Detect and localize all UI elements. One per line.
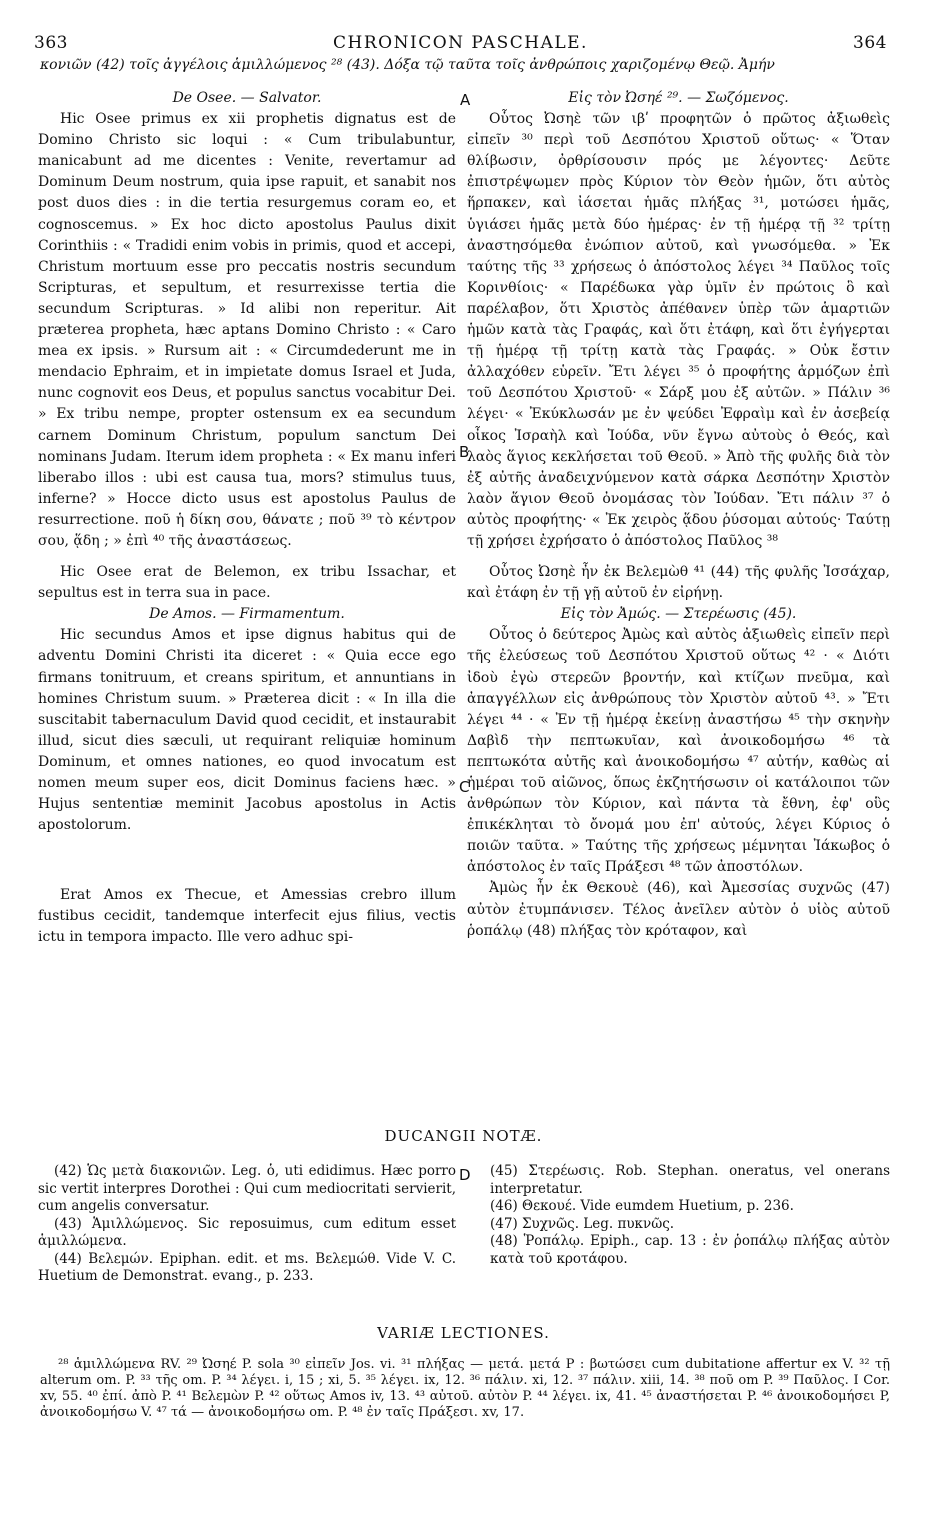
- paragraph: Οὗτος Ὠσηὲ ἦν ἐκ Βελεμὼθ ⁴¹ (44) τῆς φυλῆς Ἰσσάχαρ, καὶ ἐτάφη ἐν τῇ γῇ αὐτοῦ ἐν εἰρήνῃ.: [467, 564, 890, 602]
- latin-column: [38, 88, 456, 949]
- running-title: CHRONICON PASCHALE.: [333, 33, 588, 53]
- margin-mark-d: D: [459, 1166, 471, 1184]
- note: (47) Συχνῶς. Leg. πυκνῶς.: [490, 1215, 675, 1232]
- section-heading-amos-greek: Εἰς τὸν Ἀμώς. — Στερέωσις (45).: [560, 606, 797, 623]
- varia-heading: VARIÆ LECTIONES.: [377, 1324, 550, 1342]
- continuation-line: κονιῶν (42) τοῖς ἀγγέλοις ἁμιλλώμενος ²⁸ (43). Δόξα τῷ ταῦτα τοῖς ἀνθρώποις χαριζομένῳ Θεῷ. Ἀμήν: [40, 57, 775, 73]
- paragraph: Hic Osee erat de Belemon, ex tribu Issachar, et sepultus est in terra sua in pace.: [38, 564, 456, 602]
- margin-mark-b: B: [459, 443, 470, 461]
- margin-mark-c: C: [459, 778, 470, 796]
- greek-column: [467, 88, 890, 942]
- note: (43) Ἁμιλλώμενος. Sic reposuimus, cum editum esset ἁμιλλώμενα.: [38, 1215, 456, 1249]
- margin-mark-a: A: [460, 91, 471, 109]
- paragraph: Hic Osee primus ex xii prophetis dignatus est de Domino Christo sic loqui : « Cum tribulabuntur, manicabunt ad me dicentes : Venite, revertamur ad Dominum Deum nostrum, quia ipse rapuit, et sanabit nos post duos dies : in die tertia resurgemus coram eo, et cognoscemus. » Ex hoc dicto apostolus Paulus dixit Corinthiis : « Tradidi enim vobis in primis, quod et accepi, Christum mortuum esse pro peccatis nostris secundum Scripturas, et sepultum, et resurrexisse tertia die secundum Scripturas. » Id alibi non reperitur. Ait præterea propheta, hæc aptans Domino Christo : « Caro mea ex ipsis. » Rursum ait : « Circumdederunt me in mendacio Ephraim, et in impietate domus Israel et Juda, nunc cognovit eos Deus, et populus sanctus vocabitur Dei. » Ex tribu nempe, propter ostensum ex ea secundum carnem Dominum Christum, populum sanctum Dei nominans Judam. Iterum idem propheta : « Ex manu inferi liberabo illos : ubi est causa tua, mors? stimulus tuus, inferne? » Hocce dicto usus est apostolus Paulus de resurrectione. ποῦ ἡ δίκη σου, θάνατε ; ποῦ ³⁹ τὸ κέντρον σου, ᾅδη ; » ἐπὶ ⁴⁰ τῆς ἀναστάσεως.: [38, 111, 456, 549]
- page-number-left: 363: [34, 33, 68, 53]
- note: (46) Θεκουέ. Vide eumdem Huetium, p. 236.: [490, 1198, 794, 1214]
- paragraph: Hic secundus Amos et ipse dignus habitus qui de adventu Domini Christi ita diceret : « Quia ecce ego firmans tonitruum, et creans spiritum, et annuntians in homines Christum suum. » Præterea dicit : « In illa die suscitabit tabernaculum David quod cecidit, et instaurabit illud, sicut dies sæculi, ut requirant reliquiæ hominum Dominum, et omnes nationes, eo quod invocatum est nomen meum super eos, dicit Dominus faciens hæc. » Hujus sententiæ meminit Jacobus apostolus in Actis apostolorum.: [38, 627, 456, 834]
- paragraph: Erat Amos ex Thecue, et Amessias crebro illum fustibus cecidit, tandemque interfecit ejus filius, vectis ictu in tempora impacto. Ille vero adhuc spi-: [38, 887, 456, 946]
- note: (45) Στερέωσις. Rob. Stephan. oneratus, vel onerans interpretatur.: [490, 1163, 890, 1197]
- varia-lectiones: ²⁸ ἁμιλλώμενα RV. ²⁹ Ὠσηέ P. sola ³⁰ εἰπεῖν Jos. vi. ³¹ πλήξας — μετά. μετά P : βωτώσει cum dubitatione affertur ex V. ³² τῇ alterum om. P. ³³ τῆς om. P. ³⁴ λέγει. i, 15 ; xi, 5. ³⁵ λέγει. ix, 12. ³⁶ πάλιν. xi, 12. ³⁷ πάλιν. xiii, 14. ³⁸ ποῦ om P. ³⁹ Παῦλος. I Cor. xv, 55. ⁴⁰ ἐπί. ἀπὸ P. ⁴¹ Βελεμὼν P. ⁴² οὕτως Amos iv, 13. ⁴³ αὐτοῦ. αὐτὸν P. ⁴⁴ λέγει. ix, 41. ⁴⁵ ἀναστήσεται P. ⁴⁶ ἀνοικοδομήσει P, ἀνοικοδομήσω V. ⁴⁷ τά — ἀνοικοδομήσω om. P. ⁴⁸ ἐν ταῖς Πράξεσι. xv, 17.: [40, 1357, 890, 1420]
- note: (44) Βελεμών. Epiphan. edit. et ms. Βελεμώθ. Vide V. C. Huetium de Demonstrat. evang., p. 233.: [38, 1250, 456, 1284]
- note: (42) Ὡς μετὰ διακονιῶν. Leg. ὁ, uti edidimus. Hæc porro sic vertit interpres Dorothei : Qui cum mediocritati servierit, cum angelis conversatur.: [38, 1163, 456, 1214]
- paragraph: Οὗτος ὁ δεύτερος Ἀμὼς καὶ αὐτὸς ἀξιωθεὶς εἰπεῖν περὶ τῆς ἐλεύσεως τοῦ Δεσπότου Χριστοῦ οὕτως ⁴² · « Διότι ἰδοὺ ἐγὼ στερεῶν βροντήν, καὶ κτίζων πνεῦμα, καὶ ἀπαγγέλλων εἰς ἀνθρώπους τὸν Χριστὸν αὐτοῦ ⁴³. » Ἔτι λέγει ⁴⁴ · « Ἐν τῇ ἡμέρᾳ ἐκείνῃ ἀναστήσω ⁴⁵ τὴν σκηνὴν Δαβὶδ τὴν πεπτωκυῖαν, καὶ ἀνοικοδομήσω ⁴⁶ τὰ πεπτωκότα αὐτῆς καὶ ἀνοικοδομήσω ⁴⁷ αὐτήν, καθὼς αἱ ἡμέραι τοῦ αἰῶνος, ὅπως ἐκζητήσωσιν οἱ κατάλοιποι τῶν ἀνθρώπων τὸν Κύριον, καὶ πάντα τὰ ἔθνη, ἐφ' οὓς ἐπικέκληται τὸ ὄνομά μου ἐπ' αὐτούς, λέγει Κύριος ὁ ποιῶν ταῦτα. » Ταύτης τῆς χρήσεως μέμνηται Ἰάκωβος ὁ ἀπόστολος ἐν ταῖς Πράξεσι ⁴⁸ τῶν ἀποστόλων.: [467, 627, 890, 876]
- paragraph: Ἀμὼς ἦν ἐκ Θεκουὲ (46), καὶ Ἀμεσσίας συχνῶς (47) αὐτὸν ἐτυμπάνισεν. Τέλος ἀνεῖλεν αὐτὸν ὁ υἱὸς αὐτοῦ ῥοπάλῳ (48) πλήξας τὸν κρόταφον, καὶ: [467, 880, 890, 939]
- note: (48) Ῥοπάλῳ. Epiph., cap. 13 : ἐν ῥοπάλῳ πλήξας αὐτὸν κατὰ τοῦ κροτάφου.: [490, 1233, 890, 1267]
- page-number-right: 364: [853, 33, 887, 53]
- notes-left-column: [38, 1163, 456, 1286]
- notes-heading: DUCANGII NOTÆ.: [384, 1127, 543, 1145]
- paragraph: Οὗτος Ὠσηὲ τῶν ιβʹ προφητῶν ὁ πρῶτος ἀξιωθεὶς εἰπεῖν ³⁰ περὶ τοῦ Δεσπότου Χριστοῦ οὕτως· « Ὅταν θλίβωσιν, ὀρθρίσουσιν πρός με λέγοντες· Δεῦτε ἐπιστρέψωμεν πρὸς Κύριον τὸν Θεὸν ἡμῶν, ὅτι αὐτὸς ἥρπακεν, καὶ ἰάσεται ἡμᾶς πλήξας ³¹, μοτώσει ἡμᾶς, ὑγιάσει ἡμᾶς μετὰ δύο ἡμέρας· ἐν τῇ ἡμέρᾳ τῇ ³² τρίτῃ ἀναστησόμεθα ἐνώπιον αὐτοῦ, καὶ γνωσόμεθα. » Ἐκ ταύτης τῆς ³³ χρήσεως ὁ ἀπόστολος λέγει ³⁴ Παῦλος τοῖς Κορινθίοις· « Παρέδωκα γὰρ ὑμῖν ἐν πρώτοις ὃ καὶ παρέλαβον, ὅτι Χριστὸς ἀπέθανεν ὑπὲρ τῶν ἁμαρτιῶν ἡμῶν κατὰ τὰς Γραφάς, καὶ ὅτι ἐτάφη, καὶ ὅτι ἐγήγερται τῇ ἡμέρᾳ τῇ τρίτῃ κατὰ τὰς Γραφάς. » Οὐκ ἔστιν ἀλλαχόθεν εὑρεῖν. Ἔτι λέγει ³⁵ ὁ προφήτης ἁρμόζων ἐπὶ τοῦ Δεσπότου Χριστοῦ· « Σάρξ μου ἐξ αὐτῶν. » Πάλιν ³⁶ λέγει· « Ἐκύκλωσάν με ἐν ψεύδει Ἐφραὶμ καὶ ἐν ἀσεβείᾳ οἶκος Ἰσραὴλ καὶ Ἰούδα, νῦν ἔγνω αὐτοὺς ὁ Θεός, καὶ λαὸς ἅγιος κεκλήσεται τοῦ Θεοῦ. » Ἀπὸ τῆς φυλῆς διὰ τὸν ἐξ αὐτῆς ἀναδειχνύμενον κατὰ σάρκα Δεσπότην Χριστὸν λαὸν ἅγιον Θεοῦ ὀνομάσας τὸν Ἰούδαν. Ἔτι πάλιν ³⁷ ὁ αὐτὸς προφήτης· « Ἐκ χειρὸς ᾅδου ῥύσομαι αὐτούς· Ταύτῃ τῇ χρήσει ἐχρήσατο ὁ ἀπόστολος Παῦλος ³⁸: [467, 111, 890, 549]
- notes-right-column: [490, 1163, 890, 1268]
- section-heading-osee-latin: De Osee. — Salvator.: [172, 90, 322, 106]
- section-heading-osee-greek: Εἰς τὸν Ὠσηέ ²⁹. — Σωζόμενος.: [568, 90, 789, 106]
- section-heading-amos-latin: De Amos. — Firmamentum.: [149, 606, 345, 623]
- page-header: [34, 33, 887, 55]
